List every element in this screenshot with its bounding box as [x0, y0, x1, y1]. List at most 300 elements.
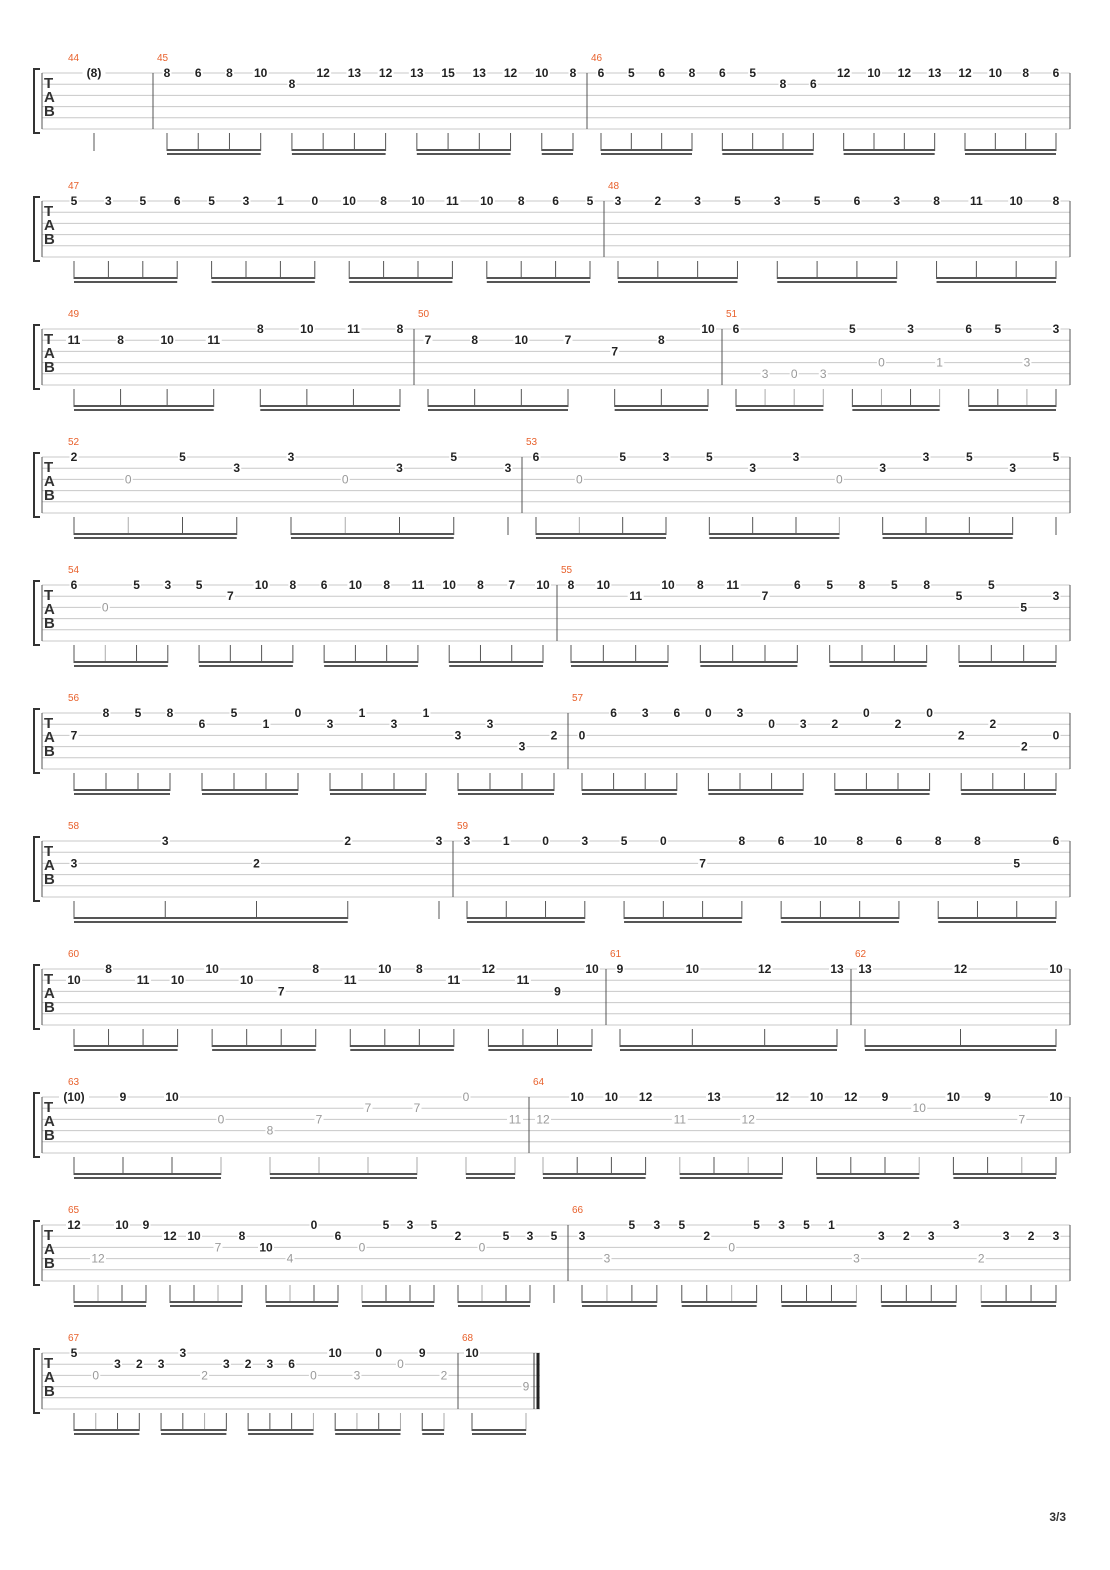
- tab-clef-letter: A: [44, 473, 55, 490]
- beam: [835, 793, 930, 795]
- fret-number: 5: [70, 194, 78, 208]
- fret-number: 10: [411, 194, 425, 208]
- tab-clef-letter: A: [44, 729, 55, 746]
- fret-number: 11: [207, 333, 221, 348]
- measure-number: 47: [68, 181, 80, 192]
- beam: [467, 921, 585, 923]
- fret-number: 2: [831, 717, 839, 732]
- beam: [624, 917, 742, 919]
- fret-number: 3: [157, 1357, 165, 1372]
- fret-number: 2: [253, 856, 260, 871]
- beam: [777, 281, 896, 283]
- beam: [466, 1173, 515, 1175]
- beam: [830, 661, 927, 663]
- beam: [161, 1433, 226, 1435]
- fret-number: 12: [67, 1218, 81, 1232]
- fret-number: 0: [542, 834, 549, 848]
- fret-number: 10: [67, 973, 81, 988]
- beam: [170, 1301, 242, 1303]
- fret-number: 8: [974, 834, 981, 848]
- beam: [74, 793, 170, 795]
- fret-number: 5: [450, 450, 458, 464]
- beam: [74, 1173, 221, 1175]
- fret-number: 11: [726, 578, 740, 592]
- beam: [350, 1049, 454, 1051]
- system-bracket: [34, 325, 40, 389]
- fret-number: 5: [753, 1218, 760, 1232]
- beam: [615, 409, 708, 411]
- fret-number: 6: [658, 66, 666, 80]
- tab-clef-letter: T: [44, 971, 54, 988]
- beam: [620, 1049, 837, 1051]
- fret-number: 5: [678, 1218, 686, 1232]
- fret-number: 7: [413, 1101, 421, 1116]
- tab-clef-letter: B: [44, 1255, 55, 1272]
- fret-number: 5: [430, 1218, 438, 1232]
- fret-number: 5: [139, 194, 147, 208]
- beam: [781, 917, 899, 919]
- beam: [266, 1305, 338, 1307]
- beam: [969, 405, 1056, 407]
- fret-number: 10: [1049, 1090, 1063, 1104]
- tab-clef-letter: T: [44, 1227, 54, 1244]
- fret-number: 0: [728, 1240, 736, 1255]
- beam: [458, 1305, 530, 1307]
- fret-number: 10: [1009, 194, 1023, 208]
- beam: [881, 1301, 956, 1303]
- fret-number: 1: [277, 194, 284, 208]
- tab-clef-letter: B: [44, 871, 55, 888]
- fret-number: 9: [142, 1218, 150, 1232]
- fret-number: 10: [205, 962, 219, 976]
- beam: [74, 1305, 146, 1307]
- fret-number: 15: [441, 66, 455, 80]
- fret-number: 12: [316, 66, 330, 80]
- fret-number: 5: [133, 578, 140, 592]
- fret-number: 3: [504, 461, 512, 476]
- fret-number: 6: [320, 578, 328, 592]
- fret-number: 7: [226, 589, 234, 604]
- measure-number: 68: [462, 1333, 474, 1344]
- fret-number: 13: [707, 1090, 721, 1104]
- fret-number: 3: [164, 578, 172, 592]
- beam: [830, 665, 927, 667]
- fret-number: 6: [334, 1229, 342, 1244]
- fret-number: 3: [907, 322, 914, 336]
- fret-number: 0: [294, 706, 302, 720]
- fret-number: 3: [614, 194, 622, 208]
- fret-number: 9: [554, 984, 561, 999]
- fret-number: 5: [620, 834, 628, 848]
- beam: [422, 1429, 444, 1431]
- beam: [202, 789, 298, 791]
- fret-number: 5: [849, 322, 856, 336]
- fret-number: 2: [550, 728, 558, 743]
- beam: [335, 1429, 400, 1431]
- beam: [709, 537, 839, 539]
- fret-number: 13: [858, 962, 872, 976]
- fret-number: 8: [226, 66, 233, 80]
- fret-number: 5: [965, 450, 973, 464]
- beam: [466, 1177, 515, 1179]
- fret-number: 11: [508, 1112, 522, 1127]
- beam: [266, 1301, 338, 1303]
- fret-number: 5: [803, 1218, 810, 1232]
- fret-number: 10: [300, 322, 314, 336]
- beam: [74, 1301, 146, 1303]
- beam: [782, 1305, 857, 1307]
- tab-clef-letter: A: [44, 985, 55, 1002]
- fret-number: 8: [163, 66, 171, 80]
- measure-number: 46: [591, 53, 603, 64]
- fret-number: 5: [987, 578, 995, 592]
- fret-number: 12: [757, 962, 772, 976]
- beam: [883, 533, 1013, 535]
- fret-number: 1: [358, 706, 366, 720]
- fret-number: 2: [1021, 739, 1028, 754]
- fret-number: 12: [481, 962, 496, 976]
- tab-clef-letter: A: [44, 1241, 55, 1258]
- beam: [458, 793, 554, 795]
- beam: [74, 1429, 139, 1431]
- tab-clef-letter: T: [44, 715, 54, 732]
- fret-number: 3: [653, 1218, 661, 1232]
- beam: [74, 917, 348, 919]
- fret-number: 12: [958, 66, 972, 80]
- beam: [700, 661, 797, 663]
- beam: [543, 1173, 646, 1175]
- fret-number: 2: [1027, 1229, 1035, 1244]
- fret-number: 11: [446, 194, 459, 208]
- fret-number: 7: [611, 344, 619, 359]
- beam: [422, 1433, 444, 1435]
- beam: [937, 281, 1056, 283]
- fret-number: 10: [813, 834, 828, 848]
- fret-number: 2: [454, 1229, 462, 1244]
- fret-number: 12: [378, 66, 393, 80]
- fret-number: (10): [63, 1090, 85, 1104]
- fret-number: 3: [463, 834, 471, 848]
- beam: [777, 277, 896, 279]
- fret-number: 5: [195, 578, 203, 592]
- fret-number: 11: [343, 973, 357, 988]
- fret-number: 11: [447, 973, 461, 988]
- fret-number: 6: [198, 717, 206, 732]
- beam: [782, 1301, 857, 1303]
- fret-number: 3: [353, 1368, 361, 1383]
- beam: [700, 665, 797, 667]
- beam: [270, 1173, 417, 1175]
- fret-number: 8: [696, 578, 704, 592]
- fret-number: 0: [790, 366, 798, 381]
- measure-number: 60: [68, 949, 80, 960]
- fret-number: 12: [638, 1090, 653, 1104]
- measure-number: 45: [157, 53, 169, 64]
- fret-number: 3: [223, 1357, 230, 1372]
- fret-number: 3: [922, 450, 930, 464]
- fret-number: 8: [166, 706, 174, 720]
- fret-number: 8: [517, 194, 525, 208]
- fret-number: 7: [277, 984, 285, 999]
- fret-number: 6: [777, 834, 785, 848]
- fret-number: 5: [179, 450, 186, 464]
- beam: [74, 789, 170, 791]
- beam: [736, 409, 823, 411]
- fret-number: 8: [471, 333, 479, 348]
- fret-number: 5: [705, 450, 713, 464]
- fret-number: 3: [242, 194, 250, 208]
- fret-number: 3: [1023, 355, 1031, 370]
- fret-number: 3: [749, 461, 757, 476]
- beam: [571, 661, 668, 663]
- beam: [722, 149, 813, 151]
- beam: [330, 793, 426, 795]
- beam: [212, 1045, 316, 1047]
- fret-number: 6: [793, 578, 801, 592]
- beam: [865, 1045, 1056, 1047]
- beam: [618, 277, 737, 279]
- fret-number: 6: [1052, 66, 1060, 80]
- fret-number: 12: [844, 1090, 858, 1104]
- fret-number: 13: [927, 66, 942, 80]
- fret-number: 12: [953, 962, 968, 976]
- fret-number: 3: [1052, 1229, 1060, 1244]
- fret-number: 3: [326, 717, 334, 732]
- fret-number: 3: [406, 1218, 414, 1232]
- beam: [937, 277, 1056, 279]
- tab-clef-letter: A: [44, 1369, 55, 1386]
- beam: [620, 1045, 837, 1047]
- beam: [865, 1049, 1056, 1051]
- fret-number: 11: [516, 973, 530, 988]
- fret-number: 10: [809, 1090, 824, 1104]
- beam: [781, 921, 899, 923]
- beam: [199, 665, 293, 667]
- fret-number: 0: [341, 472, 349, 487]
- fret-number: 8: [383, 578, 391, 592]
- beam: [487, 277, 590, 279]
- fret-number: 11: [629, 589, 643, 604]
- measure-number: 57: [572, 693, 584, 704]
- fret-number: 7: [761, 589, 769, 604]
- beam: [248, 1429, 313, 1431]
- beam: [350, 1045, 454, 1047]
- beam: [467, 917, 585, 919]
- beam: [417, 149, 511, 151]
- fret-number: 0: [575, 472, 583, 487]
- beam: [472, 1433, 526, 1435]
- fret-number: 10: [239, 973, 254, 988]
- fret-number: 8: [105, 962, 112, 976]
- fret-number: 11: [136, 973, 150, 988]
- measure-number: 62: [855, 949, 867, 960]
- beam: [487, 281, 590, 283]
- beam: [349, 277, 452, 279]
- fret-number: 10: [585, 962, 599, 976]
- beam: [74, 405, 214, 407]
- fret-number: 12: [503, 66, 518, 80]
- fret-number: 9: [522, 1379, 530, 1394]
- beam: [74, 1045, 178, 1047]
- fret-number: 3: [761, 366, 769, 381]
- beam: [74, 1049, 178, 1051]
- fret-number: 6: [552, 194, 559, 208]
- fret-number: 3: [893, 194, 901, 208]
- tab-clef-letter: B: [44, 231, 55, 248]
- fret-number: 1: [502, 834, 510, 848]
- fret-number: 12: [536, 1112, 550, 1127]
- fret-number: 8: [1022, 66, 1030, 80]
- fret-number: 5: [619, 450, 627, 464]
- fret-number: 3: [792, 450, 800, 464]
- fret-number: 7: [508, 578, 516, 592]
- beam: [362, 1305, 434, 1307]
- fret-number: 0: [768, 717, 775, 732]
- fret-number: 0: [311, 194, 319, 208]
- beam: [852, 405, 939, 407]
- beam: [74, 533, 237, 535]
- beam: [601, 149, 692, 151]
- beam: [202, 793, 298, 795]
- fret-number: 10: [912, 1101, 926, 1116]
- beam: [965, 149, 1056, 151]
- fret-number: 8: [934, 834, 942, 848]
- system-bracket: [34, 837, 40, 901]
- fret-number: 8: [380, 194, 387, 208]
- measure-number: 58: [68, 821, 80, 832]
- fret-number: 3: [879, 461, 887, 476]
- beam: [458, 789, 554, 791]
- system-bracket: [34, 709, 40, 773]
- fret-number: 8: [779, 77, 787, 92]
- tab-clef-letter: B: [44, 487, 55, 504]
- tab-clef-letter: A: [44, 217, 55, 234]
- fret-number: 10: [259, 1240, 273, 1255]
- beam: [167, 149, 261, 151]
- fret-number: 1: [422, 706, 430, 720]
- beam: [199, 661, 293, 663]
- beam: [260, 405, 400, 407]
- page-number: 3/3: [1049, 1510, 1066, 1524]
- fret-number: 10: [535, 66, 549, 80]
- tab-clef-letter: T: [44, 459, 54, 476]
- beam: [722, 153, 813, 155]
- fret-number: 8: [266, 1123, 274, 1138]
- beam: [938, 917, 1056, 919]
- fret-number: 10: [867, 66, 881, 80]
- fret-number: 2: [902, 1229, 910, 1244]
- beam: [953, 1173, 1056, 1175]
- fret-number: 9: [418, 1346, 426, 1360]
- fret-number: 10: [480, 194, 494, 208]
- system-bracket: [34, 453, 40, 517]
- fret-number: 10: [465, 1346, 479, 1360]
- fret-number: 3: [773, 194, 781, 208]
- fret-number: 0: [659, 834, 667, 848]
- fret-number: 2: [201, 1368, 208, 1383]
- fret-number: 0: [101, 600, 109, 615]
- fret-number: 5: [994, 322, 1002, 336]
- fret-number: 13: [347, 66, 362, 80]
- fret-number: 5: [208, 194, 215, 208]
- fret-number: 6: [732, 322, 740, 336]
- fret-number: 0: [124, 472, 132, 487]
- fret-number: 10: [328, 1346, 342, 1360]
- fret-number: 7: [214, 1240, 222, 1255]
- beam: [536, 537, 666, 539]
- fret-number: 0: [578, 728, 586, 743]
- beam: [601, 153, 692, 155]
- fret-number: 10: [514, 333, 529, 348]
- tab-clef-letter: A: [44, 345, 55, 362]
- fret-number: 3: [518, 739, 526, 754]
- beam: [449, 661, 543, 663]
- beam: [292, 153, 386, 155]
- beam: [291, 537, 454, 539]
- beam: [708, 789, 803, 791]
- beam: [536, 533, 666, 535]
- fret-number: 1: [936, 355, 943, 370]
- fret-number: 10: [596, 578, 611, 592]
- fret-number: 3: [878, 1229, 885, 1244]
- fret-number: 8: [688, 66, 696, 80]
- fret-number: 8: [312, 962, 320, 976]
- beam: [615, 405, 708, 407]
- fret-number: 6: [173, 194, 181, 208]
- fret-number: 0: [217, 1112, 225, 1127]
- beam: [680, 1173, 783, 1175]
- fret-number: 3: [1002, 1229, 1010, 1244]
- beam: [458, 1301, 530, 1303]
- beam: [74, 1433, 139, 1435]
- fret-number: 10: [254, 66, 268, 80]
- beam: [965, 153, 1056, 155]
- beam: [682, 1305, 757, 1307]
- fret-number: 9: [881, 1090, 889, 1104]
- fret-number: 5: [1020, 600, 1028, 615]
- fret-number: 3: [736, 706, 744, 720]
- beam: [74, 921, 348, 923]
- fret-number: 0: [92, 1368, 100, 1383]
- fret-number: 3: [179, 1346, 187, 1360]
- beam: [969, 409, 1056, 411]
- beam: [624, 921, 742, 923]
- beam: [417, 153, 511, 155]
- beam: [981, 1301, 1056, 1303]
- fret-number: 3: [233, 461, 241, 476]
- fret-number: 11: [673, 1112, 687, 1127]
- beam: [324, 661, 418, 663]
- beam: [74, 281, 177, 283]
- fret-number: 7: [364, 1101, 372, 1116]
- fret-number: 5: [826, 578, 834, 592]
- beam: [212, 1049, 316, 1051]
- fret-number: 3: [662, 450, 670, 464]
- fret-number: 2: [135, 1357, 143, 1372]
- fret-number: 7: [1018, 1112, 1026, 1127]
- fret-number: 3: [435, 834, 443, 848]
- tab-clef-letter: T: [44, 843, 54, 860]
- system-bracket: [34, 197, 40, 261]
- fret-number: 9: [984, 1090, 991, 1104]
- fret-number: 11: [67, 333, 81, 348]
- fret-number: 10: [348, 578, 363, 592]
- fret-number: 8: [289, 578, 297, 592]
- measure-number: 52: [68, 437, 80, 448]
- beam: [883, 537, 1013, 539]
- fret-number: 8: [858, 578, 866, 592]
- fret-number: 6: [194, 66, 202, 80]
